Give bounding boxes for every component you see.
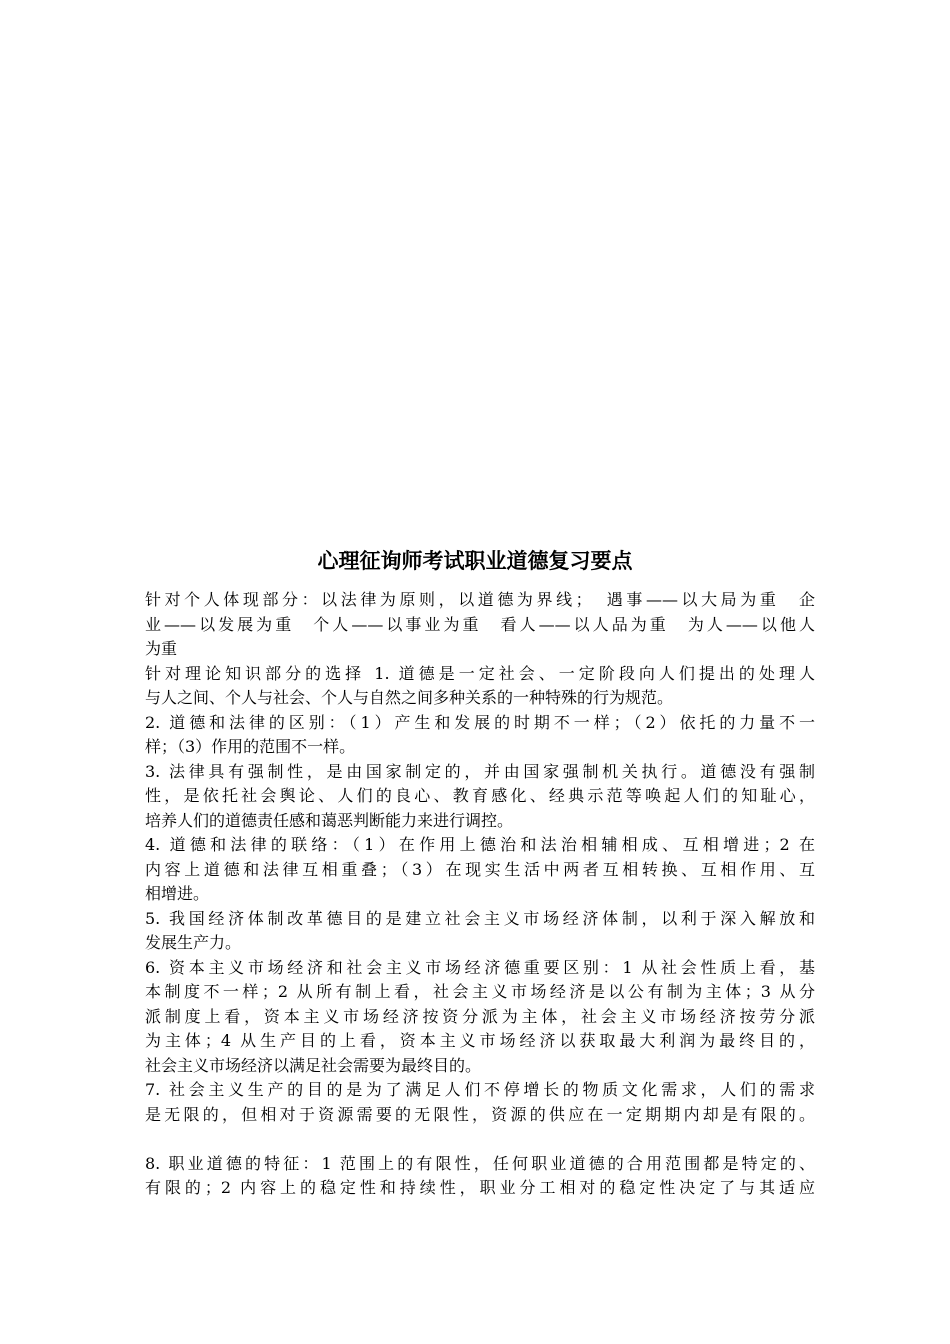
body-line: 是无限的，但相对于资源需要的无限性，资源的供应在一定期期内却是有限的。 [145, 1104, 815, 1124]
body-line: 有限的；2 内容上的稳定性和持续性，职业分工相对的稳定性决定了与其适应 [145, 1178, 815, 1197]
blank-line [145, 1127, 815, 1152]
body-line: 与人之间、个人与社会、个人与自然之间多种关系的一种特殊的行为规范。 [145, 688, 674, 707]
body-line: 本制度不一样；2 从所有制上看，社会主义市场经济是以公有制为主体；3 从分 [145, 982, 815, 1001]
body-line: 为重 [145, 639, 178, 658]
body-line: 7. 社会主义生产的目的是为了满足人们不停增长的物质文化需求，人们的需求 [145, 1080, 815, 1099]
body-line: 发展生产力。 [145, 933, 242, 952]
body-line: 派制度上看，资本主义市场经济按资分派为主体，社会主义市场经济按劳分派 [145, 1006, 815, 1026]
body-line: 为主体；4 从生产目的上看，资本主义市场经济以获取最大利润为最终目的， [145, 1031, 815, 1050]
document-title: 心理征询师考试职业道德复习要点 [317, 549, 633, 573]
body-line: 社会主义市场经济以满足社会需要为最终目的。 [145, 1055, 482, 1075]
body-line: 针对个人体现部分：以法律为原则，以道德为界线； 遇事——以大局为重 企 [145, 590, 815, 609]
body-line: 2. 道德和法律的区别：（1）产生和发展的时期不一样；（2）依托的力量不一 [145, 712, 815, 732]
body-line: 样；（3）作用的范围不一样。 [145, 737, 356, 756]
body-line: 内容上道德和法律互相重叠；（3）在现实生活中两者互相转换、互相作用、互 [145, 859, 815, 879]
body-line: 针对理论知识部分的选择 1. 道德是一定社会、一定阶段向人们提出的处理人 [145, 663, 815, 683]
body-line: 相增进。 [145, 884, 210, 903]
body-line: 4. 道德和法律的联络：（1）在作用上德治和法治相辅相成、互相增进；2 在 [145, 835, 815, 854]
document-body [145, 588, 815, 1201]
body-line: 8. 职业道德的特征：1 范围上的有限性，任何职业道德的合用范围都是特定的、 [145, 1153, 815, 1173]
body-line: 5. 我国经济体制改革德目的是建立社会主义市场经济体制，以利于深入解放和 [145, 908, 815, 928]
body-line: 培养人们的道德责任感和蔼恶判断能力来进行调控。 [145, 810, 514, 830]
body-line: 业——以发展为重 个人——以事业为重 看人——以人品为重 为人——以他人 [145, 614, 815, 634]
body-line: 3. 法律具有强制性，是由国家制定的，并由国家强制机关执行。道德没有强制 [145, 761, 815, 781]
body-line: 性，是依托社会舆论、人们的良心、教育感化、经典示范等唤起人们的知耻心， [145, 786, 815, 805]
body-line: 6. 资本主义市场经济和社会主义市场经济德重要区别：1 从社会性质上看，基 [145, 957, 815, 977]
